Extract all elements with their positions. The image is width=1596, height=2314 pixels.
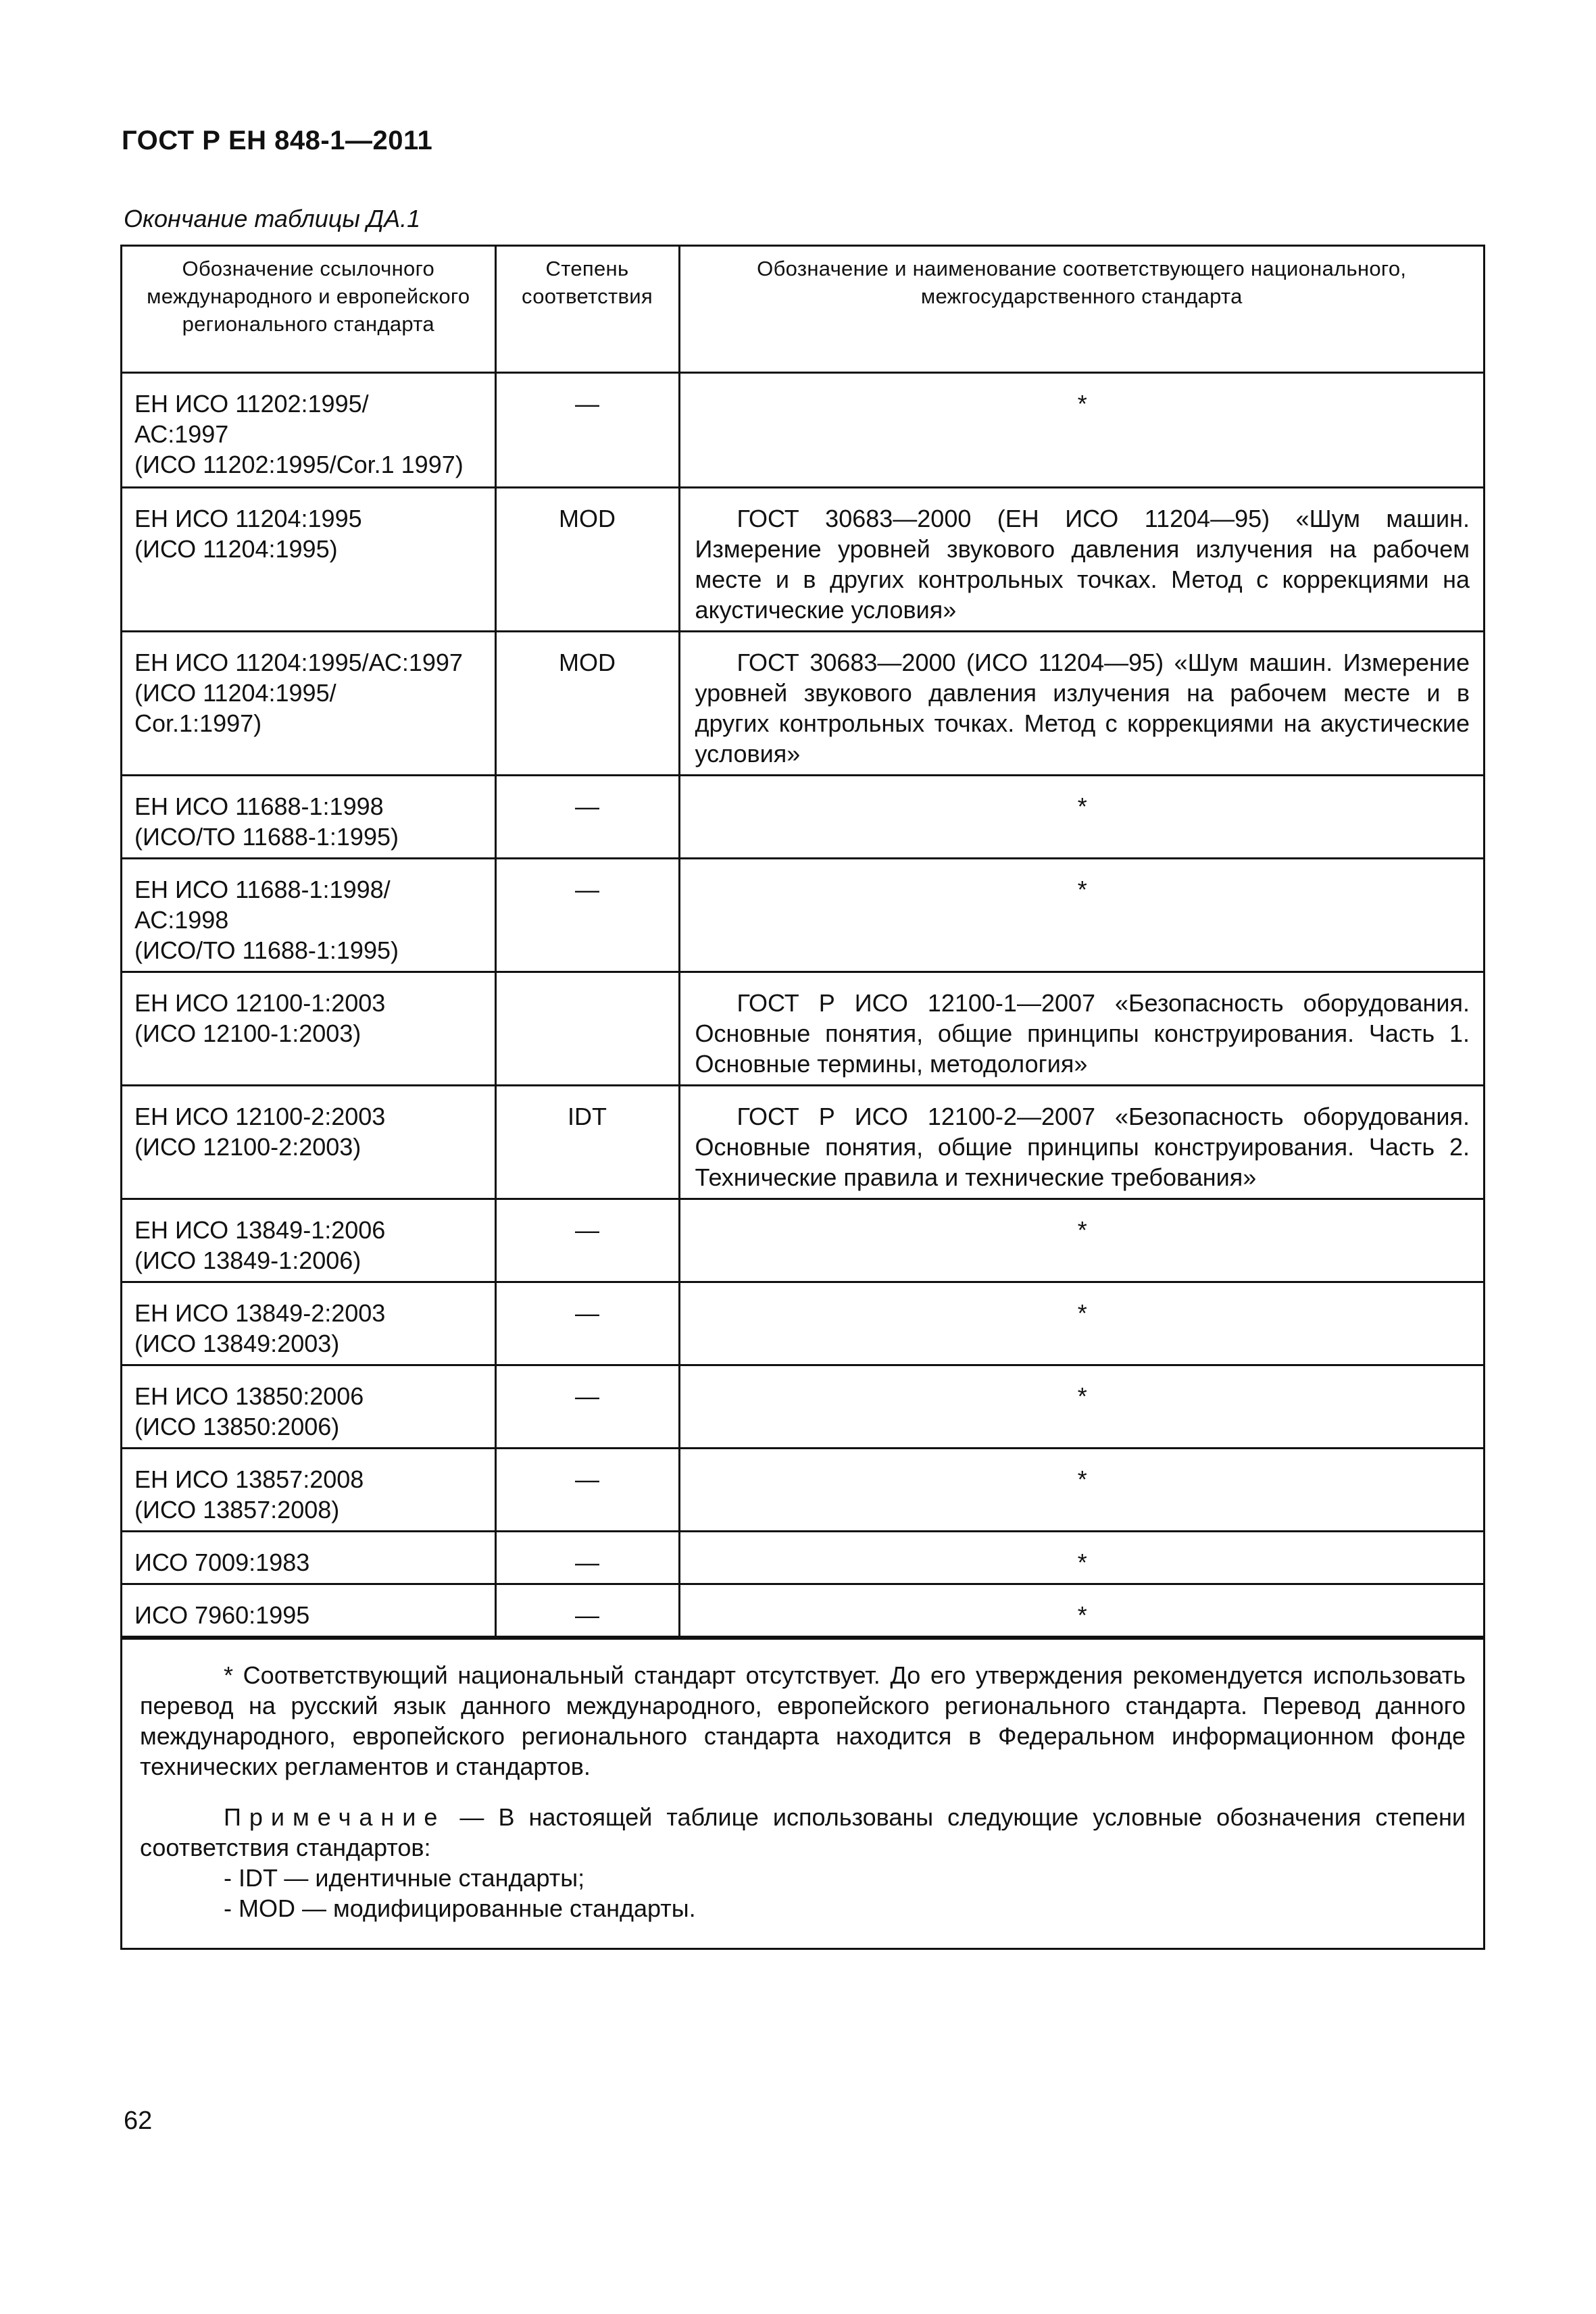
- cell-national-standard: *: [679, 775, 1483, 858]
- cell-national-standard: [679, 631, 1483, 775]
- cell-degree: [495, 972, 679, 1085]
- cell-reference: ЕН ИСО 11688-1:1998/ АС:1998 (ИСО/ТО 11688-1:1995): [122, 858, 495, 972]
- cell-degree: IDT: [495, 1085, 679, 1199]
- cell-reference: ЕН ИСО 11688-1:1998 (ИСО/ТО 11688-1:1995): [122, 775, 495, 858]
- cell-degree: MOD: [495, 487, 679, 631]
- column-header-degree: Степень соответствия: [495, 247, 679, 372]
- table-row: [122, 858, 1483, 972]
- table-row: [122, 487, 1483, 631]
- note-item-mod: - MOD — модифицированные стандарты.: [224, 1894, 696, 1922]
- national-standard-text: ГОСТ Р ИСО 12100-1—2007 «Безопасность оборудования. Основные понятия, общие принципы конструирования. Часть 1. Основные термины, методология»: [695, 988, 1470, 1078]
- cell-degree: —: [495, 1448, 679, 1531]
- table-row: [122, 631, 1483, 775]
- cell-national-standard: *: [679, 1199, 1483, 1282]
- table-row: [122, 1199, 1483, 1282]
- note-text: — В настоящей таблице использованы следующие условные обозначения степени соответствия стандартов:: [140, 1803, 1466, 1861]
- cell-reference: ИСО 7960:1995: [122, 1584, 495, 1636]
- document-code: ГОСТ Р ЕН 848-1—2011: [122, 126, 433, 155]
- footnote-text: * Соответствующий национальный стандарт отсутствует. До его утверждения рекомендуется использовать перевод на русский язык данного международного, европейского регионального стандарта. Перевод данного международного, европейского регионального стандарта находится в Федеральном информационном фонде технических регламентов и стандартов.: [140, 1661, 1466, 1780]
- cell-national-standard: *: [679, 1448, 1483, 1531]
- cell-reference: ЕН ИСО 12100-1:2003 (ИСО 12100-1:2003): [122, 972, 495, 1085]
- table-row: [122, 1531, 1483, 1584]
- cell-degree: —: [495, 1199, 679, 1282]
- note-item-idt: - IDT — идентичные стандарты;: [224, 1863, 585, 1892]
- cell-national-standard: *: [679, 858, 1483, 972]
- cell-reference: ЕН ИСО 11204:1995/АС:1997 (ИСО 11204:1995/ Cor.1:1997): [122, 631, 495, 775]
- cell-national-standard: *: [679, 372, 1483, 487]
- cell-reference: ЕН ИСО 13857:2008 (ИСО 13857:2008): [122, 1448, 495, 1531]
- page-number: 62: [124, 2107, 153, 2135]
- national-standard-text: ГОСТ 30683—2000 (ИСО 11204—95) «Шум машин. Измерение уровней звукового давления излучения на рабочем месте и в других контрольных точках. Метод с коррекциями на акустические условия»: [695, 648, 1470, 768]
- cell-degree: —: [495, 1282, 679, 1365]
- cell-national-standard: [679, 972, 1483, 1085]
- table-header-row: [122, 247, 1483, 372]
- table-row: [122, 972, 1483, 1085]
- cell-national-standard: [679, 1085, 1483, 1199]
- cell-degree: —: [495, 372, 679, 487]
- national-standard-text: ГОСТ Р ИСО 12100-2—2007 «Безопасность оборудования. Основные понятия, общие принципы конструирования. Часть 2. Технические правила и технические требования»: [695, 1102, 1470, 1191]
- cell-reference: ЕН ИСО 13849-1:2006 (ИСО 13849-1:2006): [122, 1199, 495, 1282]
- cell-national-standard: *: [679, 1584, 1483, 1636]
- cell-degree: —: [495, 775, 679, 858]
- column-header-national: Обозначение и наименование соответствующего национального, межгосударственного стандарта: [679, 247, 1483, 372]
- column-header-reference: Обозначение ссылочного международного и европейского регионального стандарта: [122, 247, 495, 372]
- cell-national-standard: *: [679, 1365, 1483, 1448]
- table-caption: Окончание таблицы ДА.1: [124, 205, 421, 232]
- cell-degree: —: [495, 1531, 679, 1584]
- cell-degree: MOD: [495, 631, 679, 775]
- table-row: [122, 372, 1483, 487]
- cell-reference: ИСО 7009:1983: [122, 1531, 495, 1584]
- table-row: [122, 1282, 1483, 1365]
- cell-national-standard: *: [679, 1531, 1483, 1584]
- cell-degree: —: [495, 1584, 679, 1636]
- cell-reference: ЕН ИСО 12100-2:2003 (ИСО 12100-2:2003): [122, 1085, 495, 1199]
- table-row: [122, 1365, 1483, 1448]
- national-standard-text: ГОСТ 30683—2000 (ЕН ИСО 11204—95) «Шум машин. Измерение уровней звукового давления излучения на рабочем месте и в других контрольных точках. Метод с коррекциями на акустические условия»: [695, 504, 1470, 624]
- standards-table-container: [120, 245, 1485, 1950]
- table-row: [122, 1085, 1483, 1199]
- note-label: Примечание: [224, 1803, 446, 1831]
- table-notes: [122, 1638, 1483, 1948]
- standards-table: [122, 247, 1483, 1638]
- cell-degree: —: [495, 858, 679, 972]
- cell-degree: —: [495, 1365, 679, 1448]
- note-paragraph: [140, 1802, 1466, 1863]
- cell-reference: ЕН ИСО 13850:2006 (ИСО 13850:2006): [122, 1365, 495, 1448]
- cell-national-standard: [679, 487, 1483, 631]
- cell-reference: ЕН ИСО 11204:1995 (ИСО 11204:1995): [122, 487, 495, 631]
- table-row: [122, 1584, 1483, 1636]
- table-body: [122, 372, 1483, 1636]
- table-row: [122, 775, 1483, 858]
- cell-national-standard: *: [679, 1282, 1483, 1365]
- cell-reference: ЕН ИСО 11202:1995/ АС:1997 (ИСО 11202:1995/Cor.1 1997): [122, 372, 495, 487]
- cell-reference: ЕН ИСО 13849-2:2003 (ИСО 13849:2003): [122, 1282, 495, 1365]
- table-row: [122, 1448, 1483, 1531]
